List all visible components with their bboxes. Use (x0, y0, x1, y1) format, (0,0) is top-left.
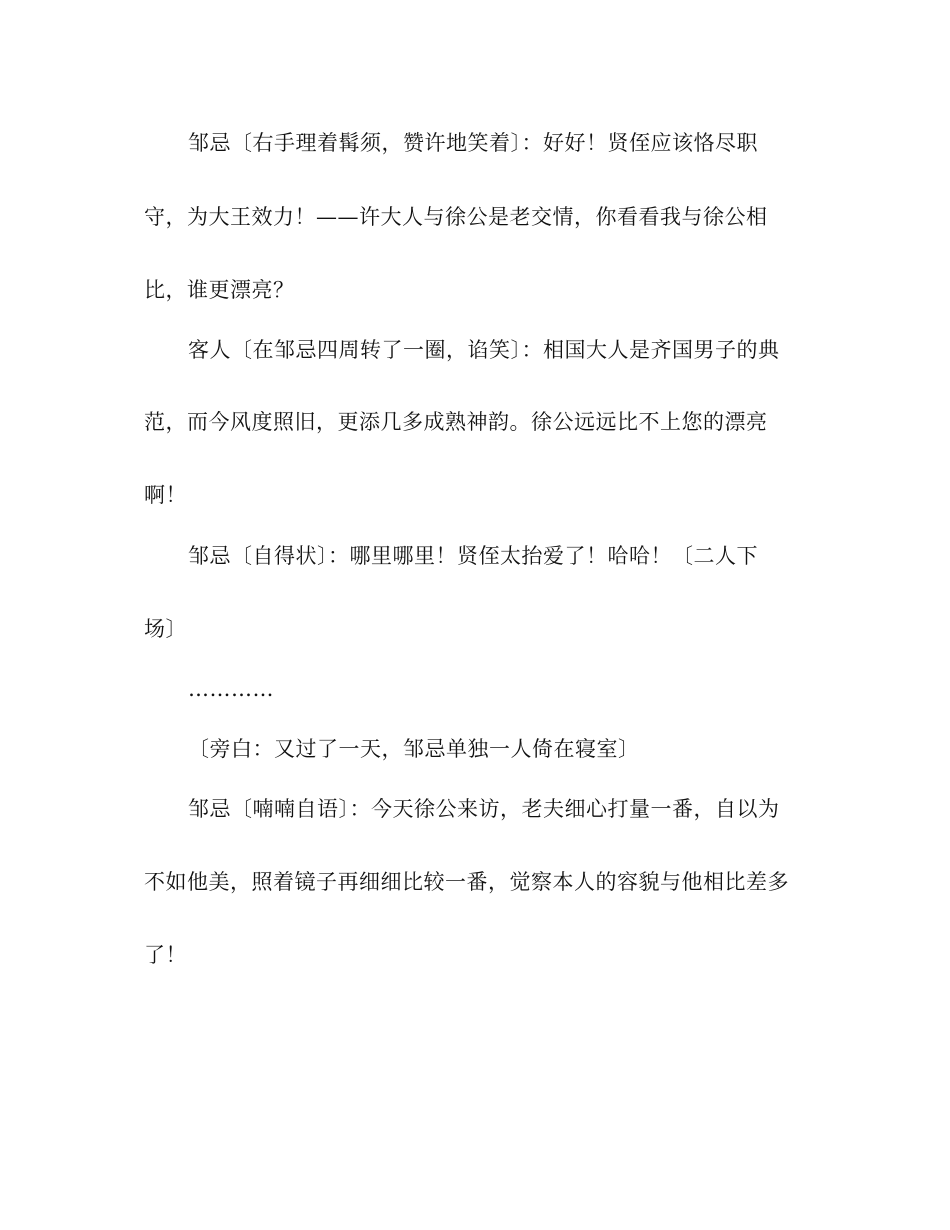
narration-line: 〔旁白：又过了一天，邹忌单独一人倚在寝室〕 (188, 737, 640, 761)
text-line: 啊！ (144, 483, 187, 507)
text-line: 客人〔在邹忌四周转了一圈，谄笑〕：相国大人是齐国男子的典 (188, 338, 780, 362)
text-line: 邹忌〔右手理着髯须，赞许地笑着〕：好好！贤侄应该恪尽职 (188, 131, 758, 155)
text-line: 邹忌〔自得状〕：哪里哪里！贤侄太抬爱了！哈哈！〔二人下 (188, 544, 758, 568)
text-line: 场〕 (144, 617, 187, 641)
text-line: 邹忌〔喃喃自语〕：今天徐公来访，老夫细心打量一番，自以为 (188, 797, 780, 821)
text-line: 了！ (144, 943, 187, 967)
text-line: 范，而今风度照旧，更添几多成熟神韵。徐公远远比不上您的漂亮 (144, 410, 768, 434)
text-line: 比，谁更漂亮？ (144, 278, 295, 302)
ellipsis-line: ………… (188, 677, 274, 701)
text-line: 不如他美，照着镜子再细细比较一番，觉察本人的容貌与他相比差多 (144, 870, 789, 894)
text-line: 守，为大王效力！——许大人与徐公是老交情，你看看我与徐公相 (144, 205, 768, 229)
